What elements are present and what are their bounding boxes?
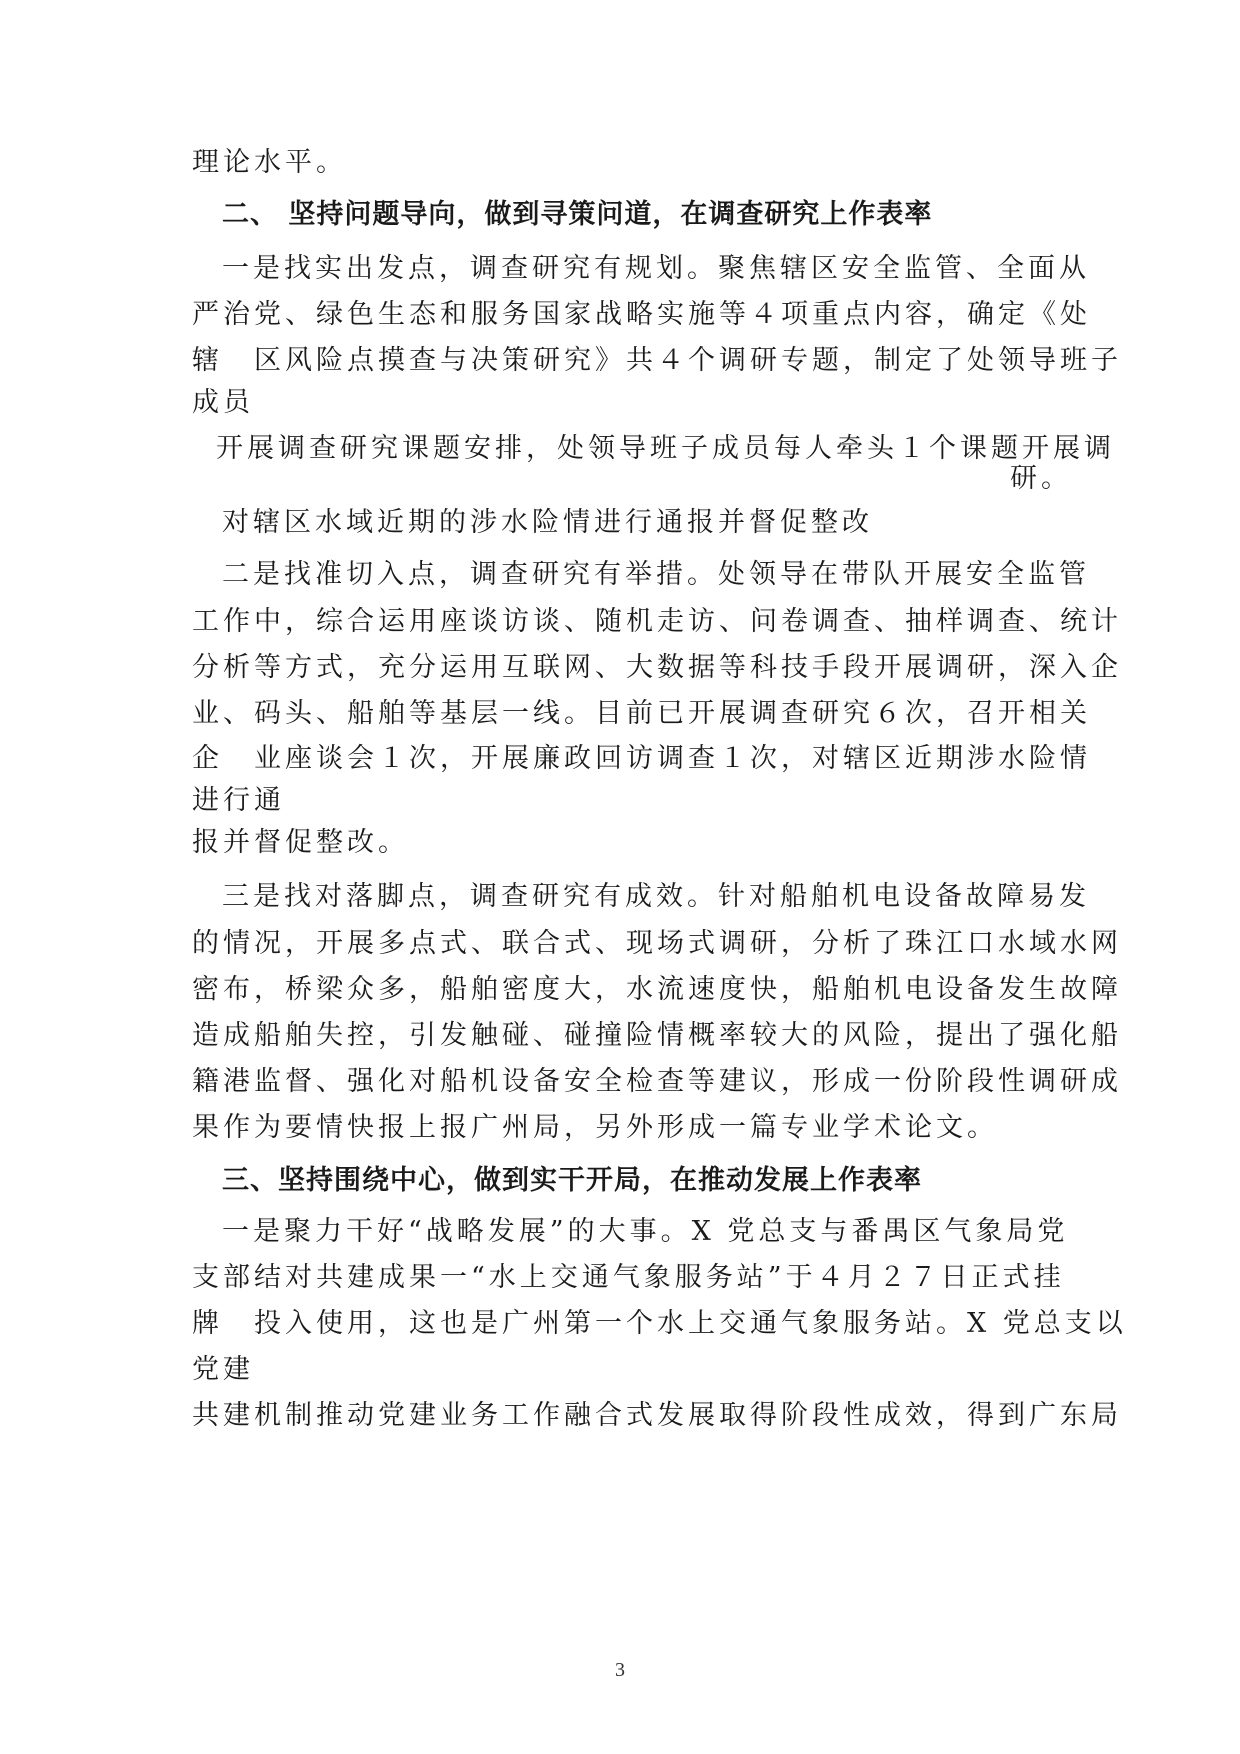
paragraph-line: 籍港监督、强化对船机设备安全检查等建议，形成一份阶段性调研成	[192, 1066, 1122, 1097]
paragraph-line: 分析等方式，充分运用互联网、大数据等科技手段开展调研，深入企	[192, 652, 1122, 683]
paragraph-line: 成员	[192, 387, 254, 418]
paragraph-line: 辖 区风险点摸查与决策研究》共４个调研专题，制定了处领导班子	[192, 345, 1122, 376]
paragraph-line: 工作中，综合运用座谈访谈、随机走访、问卷调查、抽样调查、统计	[192, 606, 1122, 637]
paragraph-line: 二是找准切入点，调查研究有举措。处领导在带队开展安全监管	[222, 559, 1090, 590]
paragraph-line: 共建机制推动党建业务工作融合式发展取得阶段性成效，得到广东局	[192, 1400, 1122, 1431]
paragraph-line: 牌 投入使用，这也是广州第一个水上交通气象服务站。X 党总支以	[192, 1308, 1127, 1339]
paragraph-line: 开展调查研究课题安排，处领导班子成员每人牵头１个课题开展调	[216, 433, 1115, 464]
paragraph-line: 密布，桥梁众多，船舶密度大，水流速度快，船舶机电设备发生故障	[192, 974, 1122, 1005]
paragraph-line: 理论水平。	[192, 147, 347, 178]
paragraph-line: 研。	[1010, 463, 1072, 494]
paragraph-line: 果作为要情快报上报广州局，另外形成一篇专业学术论文。	[192, 1112, 998, 1143]
paragraph-line: 严治党、绿色生态和服务国家战略实施等４项重点内容，确定《处	[192, 299, 1091, 330]
paragraph-line: 三是找对落脚点，调查研究有成效。针对船舶机电设备故障易发	[222, 881, 1090, 912]
paragraph-line: 的情况，开展多点式、联合式、现场式调研，分析了珠江口水域水网	[192, 928, 1122, 959]
section-heading-3: 三、坚持围绕中心，做到实干开局，在推动发展上作表率	[222, 1165, 922, 1196]
paragraph-line: 党建	[192, 1354, 254, 1385]
section-heading-2: 二、 坚持问题导向，做到寻策问道，在调查研究上作表率	[222, 199, 933, 230]
paragraph-line: 报并督促整改。	[192, 827, 409, 858]
paragraph-line: 支部结对共建成果一“水上交通气象服务站”于４月２７日正式挂	[192, 1262, 1065, 1293]
paragraph-line: 业、码头、船舶等基层一线。目前已开展调查研究６次，召开相关	[192, 698, 1091, 729]
paragraph-line: 一是找实出发点，调查研究有规划。聚焦辖区安全监管、全面从	[222, 253, 1090, 284]
paragraph-line: 进行通	[192, 785, 285, 816]
paragraph-line: 企 业座谈会１次，开展廉政回访调查１次，对辖区近期涉水险情	[192, 743, 1091, 774]
paragraph-line: 对辖区水域近期的涉水险情进行通报并督促整改	[222, 507, 873, 538]
paragraph-line: 造成船舶失控，引发触碰、碰撞险情概率较大的风险，提出了强化船	[192, 1020, 1122, 1051]
paragraph-line: 一是聚力干好“战略发展”的大事。X 党总支与番禺区气象局党	[222, 1216, 1069, 1247]
page-number: 3	[615, 1659, 625, 1681]
